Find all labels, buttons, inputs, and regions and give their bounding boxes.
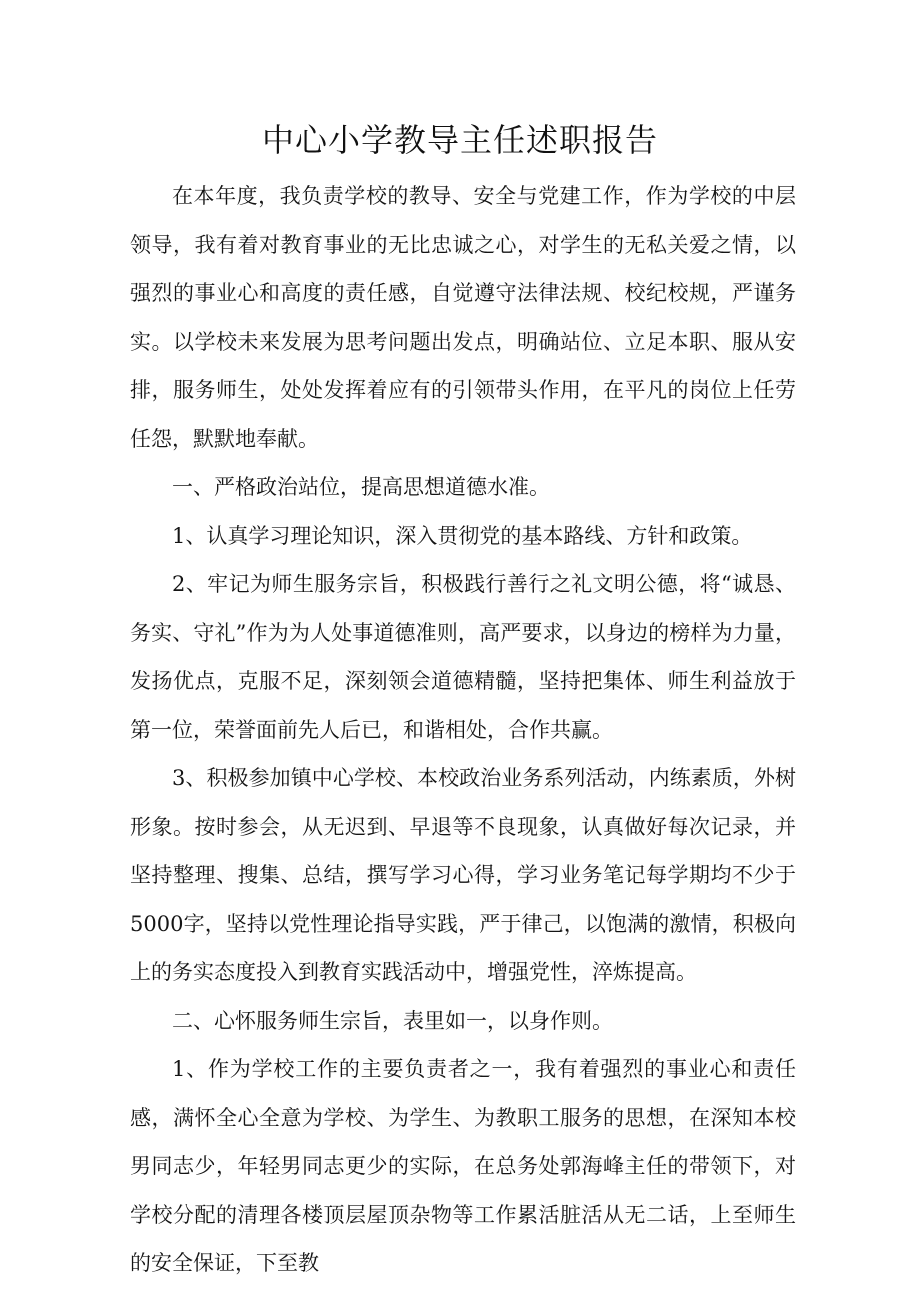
- document-body: [130, 172, 796, 1288]
- paragraph-2-1: 1、作为学校工作的主要负责者之一，我有着强烈的事业心和责任感，满怀全心全意为学校、为学生、为教职工服务的思想，在深知本校男同志少，年轻男同志更少的实际，在总务处郭海峰主任的带领下，对学校分配的清理各楼顶层屋顶杂物等工作累活脏活从无二话，上至师生的安全保证，下至教: [130, 1057, 796, 1275]
- paragraph-intro: 在本年度，我负责学校的教导、安全与党建工作，作为学校的中层领导，我有着对教育事业的无比忠诚之心，对学生的无私关爱之情，以强烈的事业心和高度的责任感，自觉遵守法律法规、校纪校规，严谨务实。以学校未来发展为思考问题出发点，明确站位、立足本职、服从安排，服务师生，处处发挥着应有的引领带头作用，在平凡的岗位上任劳任怨，默默地奉献。: [130, 184, 796, 451]
- section-heading-1: 一、严格政治站位，提高思想道德水准。: [172, 475, 550, 499]
- paragraph-1-2: 2、牢记为师生服务宗旨，积极践行善行之礼文明公德，将“诚恳、务实、守礼”作为为人处事道德准则，高严要求，以身边的榜样为力量，发扬优点，克服不足，深刻领会道德精髓，坚持把集体、师生利益放于第一位，荣誉面前先人后已，和谐相处，合作共赢。: [130, 572, 796, 742]
- paragraph-1-3: 3、积极参加镇中心学校、本校政治业务系列活动，内练素质，外树形象。按时参会，从无迟到、早退等不良现象，认真做好每次记录，并坚持整理、搜集、总结，撰写学习心得，学习业务笔记每学期均不少于5000字，坚持以党性理论指导实践，严于律己，以饱满的激情，积极向上的务实态度投入到教育实践活动中，增强党性，淬炼提高。: [130, 766, 796, 984]
- document-title: 中心小学教导主任述职报告: [261, 121, 658, 159]
- paragraph-1-1: 1、认真学习理论知识，深入贯彻党的基本路线、方针和政策。: [172, 523, 753, 548]
- section-heading-2: 二、心怀服务师生宗旨，表里如一，以身作则。: [172, 1008, 613, 1033]
